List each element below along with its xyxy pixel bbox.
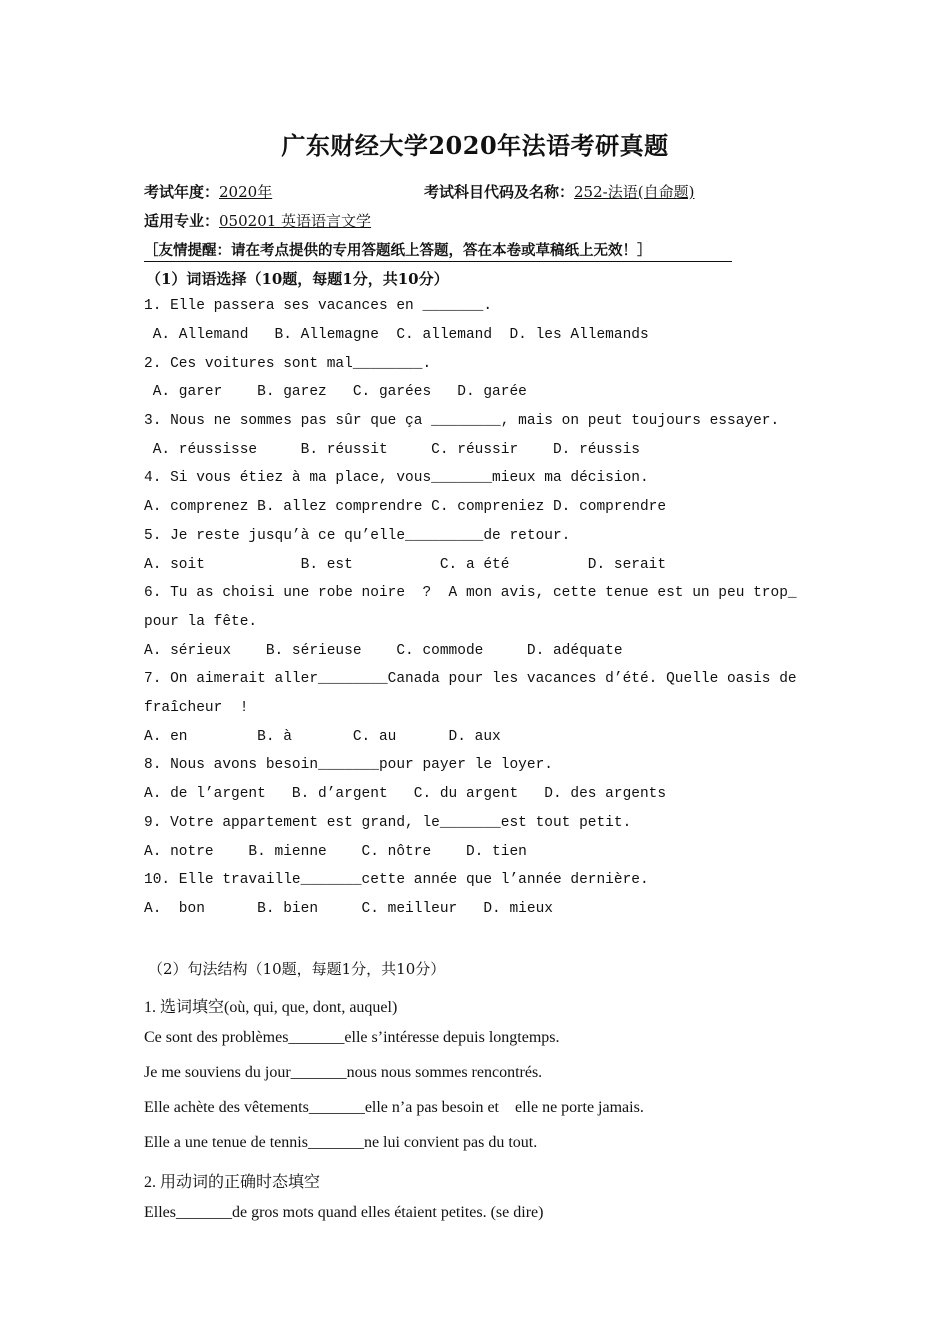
exam-major-row bbox=[144, 210, 371, 231]
exam-subject-row bbox=[424, 181, 694, 202]
exam-year-label: 考试年度： bbox=[144, 183, 220, 201]
question-line: 4. Si vous étiez à ma place, vous_______mieux ma décision. bbox=[144, 470, 649, 486]
question-line: Elles_______de gros mots quand elles étaient petites. (se dire) bbox=[144, 1204, 544, 1221]
section1-heading: （1）词语选择（10题，每题1分，共10分） bbox=[146, 270, 449, 288]
exam-subject-label: 考试科目代码及名称： bbox=[424, 183, 575, 201]
question-line: A. en B. à C. au D. aux bbox=[144, 729, 501, 745]
question-line: Elle a une tenue de tennis_______ne lui convient pas du tout. bbox=[144, 1134, 538, 1151]
exam-major-value: 050201 英语语言文学 bbox=[219, 212, 372, 230]
question-line: Ce sont des problèmes_______elle s’intéresse depuis longtemps. bbox=[144, 1029, 560, 1046]
question-line: 3. Nous ne sommes pas sûr que ça ________, mais on peut toujours essayer. bbox=[144, 413, 780, 429]
question-line: 8. Nous avons besoin_______pour payer le loyer. bbox=[144, 757, 553, 773]
exam-major-label: 适用专业： bbox=[144, 212, 220, 230]
question-line: 7. On aimerait aller________Canada pour les vacances d’été. Quelle oasis de bbox=[144, 671, 797, 687]
question-line: A. réussisse B. réussit C. réussir D. réussis bbox=[144, 442, 640, 458]
exam-subject-value: 252-法语(自命题) bbox=[574, 183, 695, 201]
question-line: A. notre B. mienne C. nôtre D. tien bbox=[144, 844, 527, 860]
question-line: A. comprenez B. allez comprendre C. compreniez D. comprendre bbox=[144, 499, 667, 515]
question-line: A. bon B. bien C. meilleur D. mieux bbox=[144, 901, 553, 917]
question-line: 1. Elle passera ses vacances en _______. bbox=[144, 298, 493, 314]
exam-year-value: 2020年 bbox=[219, 183, 273, 201]
question-line: Je me souviens du jour_______nous nous sommes rencontrés. bbox=[144, 1064, 543, 1081]
question-line: A. de l’argent B. d’argent C. du argent D. des argents bbox=[144, 786, 667, 802]
section2-heading: （2）句法结构（10题，每题1分，共10分） bbox=[148, 960, 446, 978]
question-line: A. soit B. est C. a été D. serait bbox=[144, 557, 667, 573]
question-line: pour la fête. bbox=[144, 614, 258, 630]
question-line: A. sérieux B. sérieuse C. commode D. adéquate bbox=[144, 643, 623, 659]
question-line: 2. 用动词的正确时态填空 bbox=[144, 1174, 321, 1191]
question-line: A. garer B. garez C. garées D. garée bbox=[144, 384, 527, 400]
exam-year-row bbox=[144, 181, 272, 202]
notice-reminder: ［友情提醒：请在考点提供的专用答题纸上答题，答在本卷或草稿纸上无效！］ bbox=[144, 239, 732, 262]
question-line: 10. Elle travaille_______cette année que l’année dernière. bbox=[144, 872, 649, 888]
question-line: 5. Je reste jusqu’à ce qu’elle_________de retour. bbox=[144, 528, 571, 544]
page-title: 广东财经大学2020年法语考研真题 bbox=[281, 131, 669, 160]
question-line: 9. Votre appartement est grand, le_______est tout petit. bbox=[144, 815, 632, 831]
question-line: fraîcheur ! bbox=[144, 700, 249, 716]
question-line: 6. Tu as choisi une robe noire ? A mon avis, cette tenue est un peu trop_ bbox=[144, 585, 797, 601]
question-line: Elle achète des vêtements_______elle n’a pas besoin et elle ne porte jamais. bbox=[144, 1099, 644, 1116]
question-line: A. Allemand B. Allemagne C. allemand D. les Allemands bbox=[144, 327, 649, 343]
question-line: 1. 选词填空(où, qui, que, dont, auquel) bbox=[144, 999, 398, 1016]
question-line: 2. Ces voitures sont mal________. bbox=[144, 356, 432, 372]
